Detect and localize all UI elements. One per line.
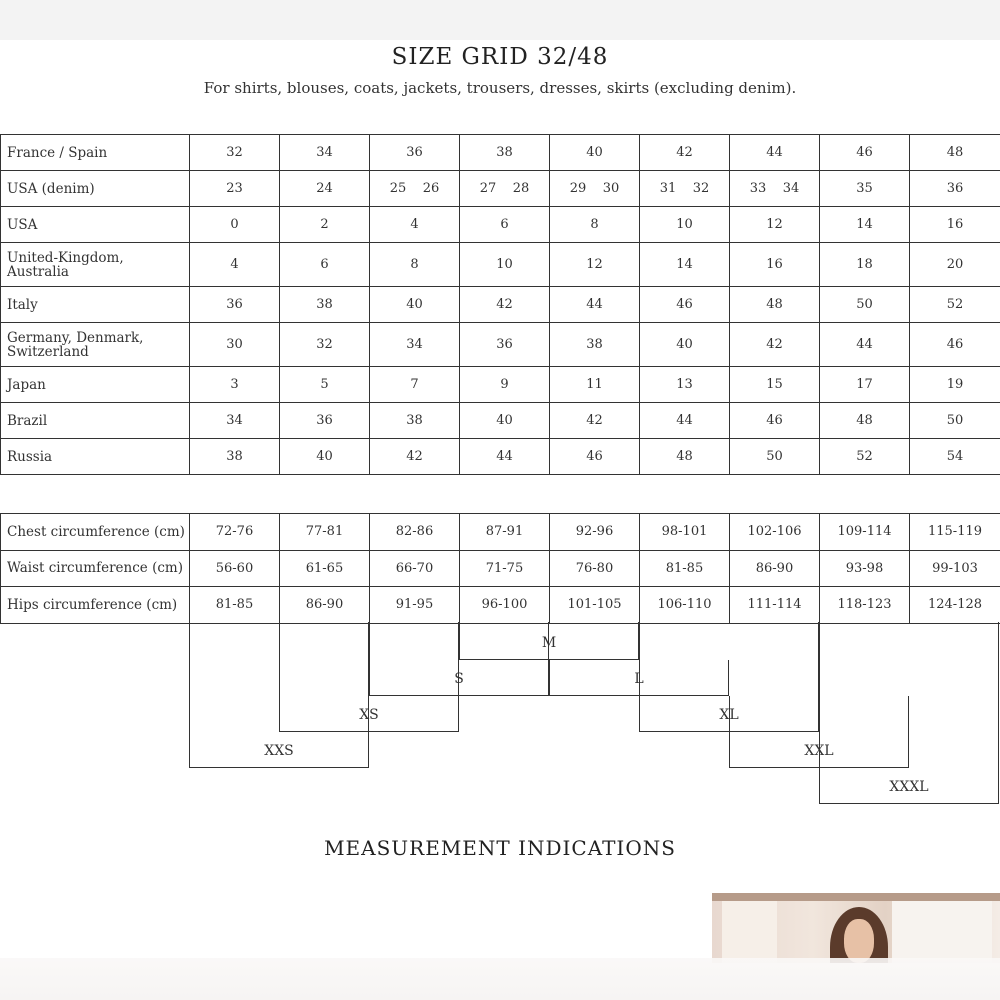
measurement-row [1, 514, 1000, 551]
table-cell: 12 [550, 243, 640, 287]
table-cell: 44 [730, 135, 820, 171]
table-cell: 31 32 [640, 171, 730, 207]
table-cell: 48 [730, 287, 820, 323]
conversion-row [1, 243, 1000, 287]
conversion-row [1, 171, 1000, 207]
table-cell: 36 [370, 135, 460, 171]
table-cell: 115-119 [910, 514, 1000, 551]
table-cell: 46 [820, 135, 910, 171]
table-cell: 2 [280, 207, 370, 243]
table-cell: 86-90 [730, 550, 820, 587]
table-cell: 18 [820, 243, 910, 287]
table-cell: 34 [280, 135, 370, 171]
table-cell: 32 [280, 323, 370, 367]
table-cell: 48 [820, 403, 910, 439]
table-cell: 19 [910, 367, 1000, 403]
table-cell: 106-110 [640, 587, 730, 624]
table-cell: 14 [820, 207, 910, 243]
table-cell: 40 [370, 287, 460, 323]
table-cell: 30 [190, 323, 280, 367]
row-label: Italy [1, 287, 190, 323]
row-label: Germany, Denmark, Switzerland [1, 323, 190, 367]
size-bracket-xxl: XXL [729, 696, 909, 768]
table-cell: 40 [640, 323, 730, 367]
table-cell: 42 [640, 135, 730, 171]
top-bar [0, 0, 1000, 40]
table-cell: 82-86 [370, 514, 460, 551]
table-cell: 17 [820, 367, 910, 403]
table-cell: 36 [280, 403, 370, 439]
table-cell: 50 [730, 439, 820, 475]
table-cell: 77-81 [280, 514, 370, 551]
table-cell: 42 [460, 287, 550, 323]
table-cell: 52 [820, 439, 910, 475]
table-cell: 42 [730, 323, 820, 367]
table-cell: 50 [910, 403, 1000, 439]
page-title: SIZE GRID 32/48 [391, 44, 609, 70]
table-cell: 92-96 [550, 514, 640, 551]
table-cell: 72-76 [190, 514, 280, 551]
table-cell: 16 [910, 207, 1000, 243]
table-cell: 40 [550, 135, 640, 171]
table-cell: 81-85 [190, 587, 280, 624]
size-bracket-s: S [369, 622, 549, 696]
table-cell: 87-91 [460, 514, 550, 551]
table-cell: 54 [910, 439, 1000, 475]
table-cell: 44 [460, 439, 550, 475]
table-cell: 81-85 [640, 550, 730, 587]
table-cell: 46 [550, 439, 640, 475]
row-label: Waist circumference (cm) [1, 550, 190, 587]
table-cell: 34 [190, 403, 280, 439]
conversion-row [1, 207, 1000, 243]
row-label: USA [1, 207, 190, 243]
table-cell: 15 [730, 367, 820, 403]
table-cell: 42 [550, 403, 640, 439]
model-photo [712, 893, 1000, 963]
table-cell: 0 [190, 207, 280, 243]
table-cell: 12 [730, 207, 820, 243]
conversion-row [1, 403, 1000, 439]
table-cell: 44 [550, 287, 640, 323]
conversion-row [1, 323, 1000, 367]
table-cell: 40 [280, 439, 370, 475]
size-conversion-table [0, 134, 1000, 475]
table-cell: 6 [460, 207, 550, 243]
table-cell: 76-80 [550, 550, 640, 587]
table-cell: 44 [640, 403, 730, 439]
table-cell: 10 [460, 243, 550, 287]
table-cell: 124-128 [910, 587, 1000, 624]
table-cell: 14 [640, 243, 730, 287]
table-cell: 38 [550, 323, 640, 367]
table-cell: 36 [910, 171, 1000, 207]
table-cell: 46 [640, 287, 730, 323]
table-cell: 86-90 [280, 587, 370, 624]
row-label: Chest circumference (cm) [1, 514, 190, 551]
table-cell: 91-95 [370, 587, 460, 624]
table-cell: 36 [460, 323, 550, 367]
table-cell: 38 [370, 403, 460, 439]
table-cell: 33 34 [730, 171, 820, 207]
table-cell: 98-101 [640, 514, 730, 551]
table-cell: 6 [280, 243, 370, 287]
table-cell: 50 [820, 287, 910, 323]
table-cell: 102-106 [730, 514, 820, 551]
table-cell: 99-103 [910, 550, 1000, 587]
table-cell: 96-100 [460, 587, 550, 624]
row-label: Brazil [1, 403, 190, 439]
table-cell: 36 [190, 287, 280, 323]
table-cell: 61-65 [280, 550, 370, 587]
table-cell: 101-105 [550, 587, 640, 624]
table-cell: 3 [190, 367, 280, 403]
table-cell: 5 [280, 367, 370, 403]
measurement-indications-heading: MEASUREMENT INDICATIONS [324, 836, 676, 860]
table-cell: 8 [550, 207, 640, 243]
table-cell: 38 [460, 135, 550, 171]
row-label: Japan [1, 367, 190, 403]
bottom-fade [0, 958, 1000, 1000]
measurement-row [1, 587, 1000, 624]
table-cell: 24 [280, 171, 370, 207]
size-bracket-l: L [549, 660, 729, 696]
size-bracket-xs: XS [279, 622, 459, 732]
conversion-row [1, 135, 1000, 171]
conversion-row [1, 367, 1000, 403]
conversion-row [1, 287, 1000, 323]
table-cell: 56-60 [190, 550, 280, 587]
table-cell: 48 [640, 439, 730, 475]
conversion-row [1, 439, 1000, 475]
table-cell: 35 [820, 171, 910, 207]
size-bracket-xxs: XXS [189, 622, 369, 768]
row-label: Russia [1, 439, 190, 475]
measurement-table [0, 513, 1000, 624]
table-cell: 93-98 [820, 550, 910, 587]
table-cell: 16 [730, 243, 820, 287]
table-cell: 32 [190, 135, 280, 171]
table-cell: 23 [190, 171, 280, 207]
table-cell: 29 30 [550, 171, 640, 207]
table-cell: 11 [550, 367, 640, 403]
size-bracket-xl: XL [639, 622, 819, 732]
table-cell: 4 [370, 207, 460, 243]
table-cell: 38 [280, 287, 370, 323]
table-cell: 7 [370, 367, 460, 403]
table-cell: 9 [460, 367, 550, 403]
table-cell: 48 [910, 135, 1000, 171]
table-cell: 27 28 [460, 171, 550, 207]
table-cell: 8 [370, 243, 460, 287]
table-cell: 25 26 [370, 171, 460, 207]
row-label: Hips circumference (cm) [1, 587, 190, 624]
row-label: France / Spain [1, 135, 190, 171]
size-bracket-xxxl: XXXL [819, 622, 999, 804]
row-label: USA (denim) [1, 171, 190, 207]
table-cell: 20 [910, 243, 1000, 287]
table-cell: 111-114 [730, 587, 820, 624]
table-cell: 44 [820, 323, 910, 367]
table-cell: 34 [370, 323, 460, 367]
size-bracket-m: M [459, 622, 639, 660]
table-cell: 38 [190, 439, 280, 475]
measurement-row [1, 550, 1000, 587]
table-cell: 118-123 [820, 587, 910, 624]
table-cell: 13 [640, 367, 730, 403]
page-subtitle: For shirts, blouses, coats, jackets, trousers, dresses, skirts (excluding denim). [203, 79, 797, 97]
table-cell: 46 [730, 403, 820, 439]
table-cell: 71-75 [460, 550, 550, 587]
row-label: United-Kingdom, Australia [1, 243, 190, 287]
table-cell: 52 [910, 287, 1000, 323]
table-cell: 42 [370, 439, 460, 475]
table-cell: 4 [190, 243, 280, 287]
table-cell: 40 [460, 403, 550, 439]
table-cell: 109-114 [820, 514, 910, 551]
table-cell: 46 [910, 323, 1000, 367]
table-cell: 66-70 [370, 550, 460, 587]
table-cell: 10 [640, 207, 730, 243]
